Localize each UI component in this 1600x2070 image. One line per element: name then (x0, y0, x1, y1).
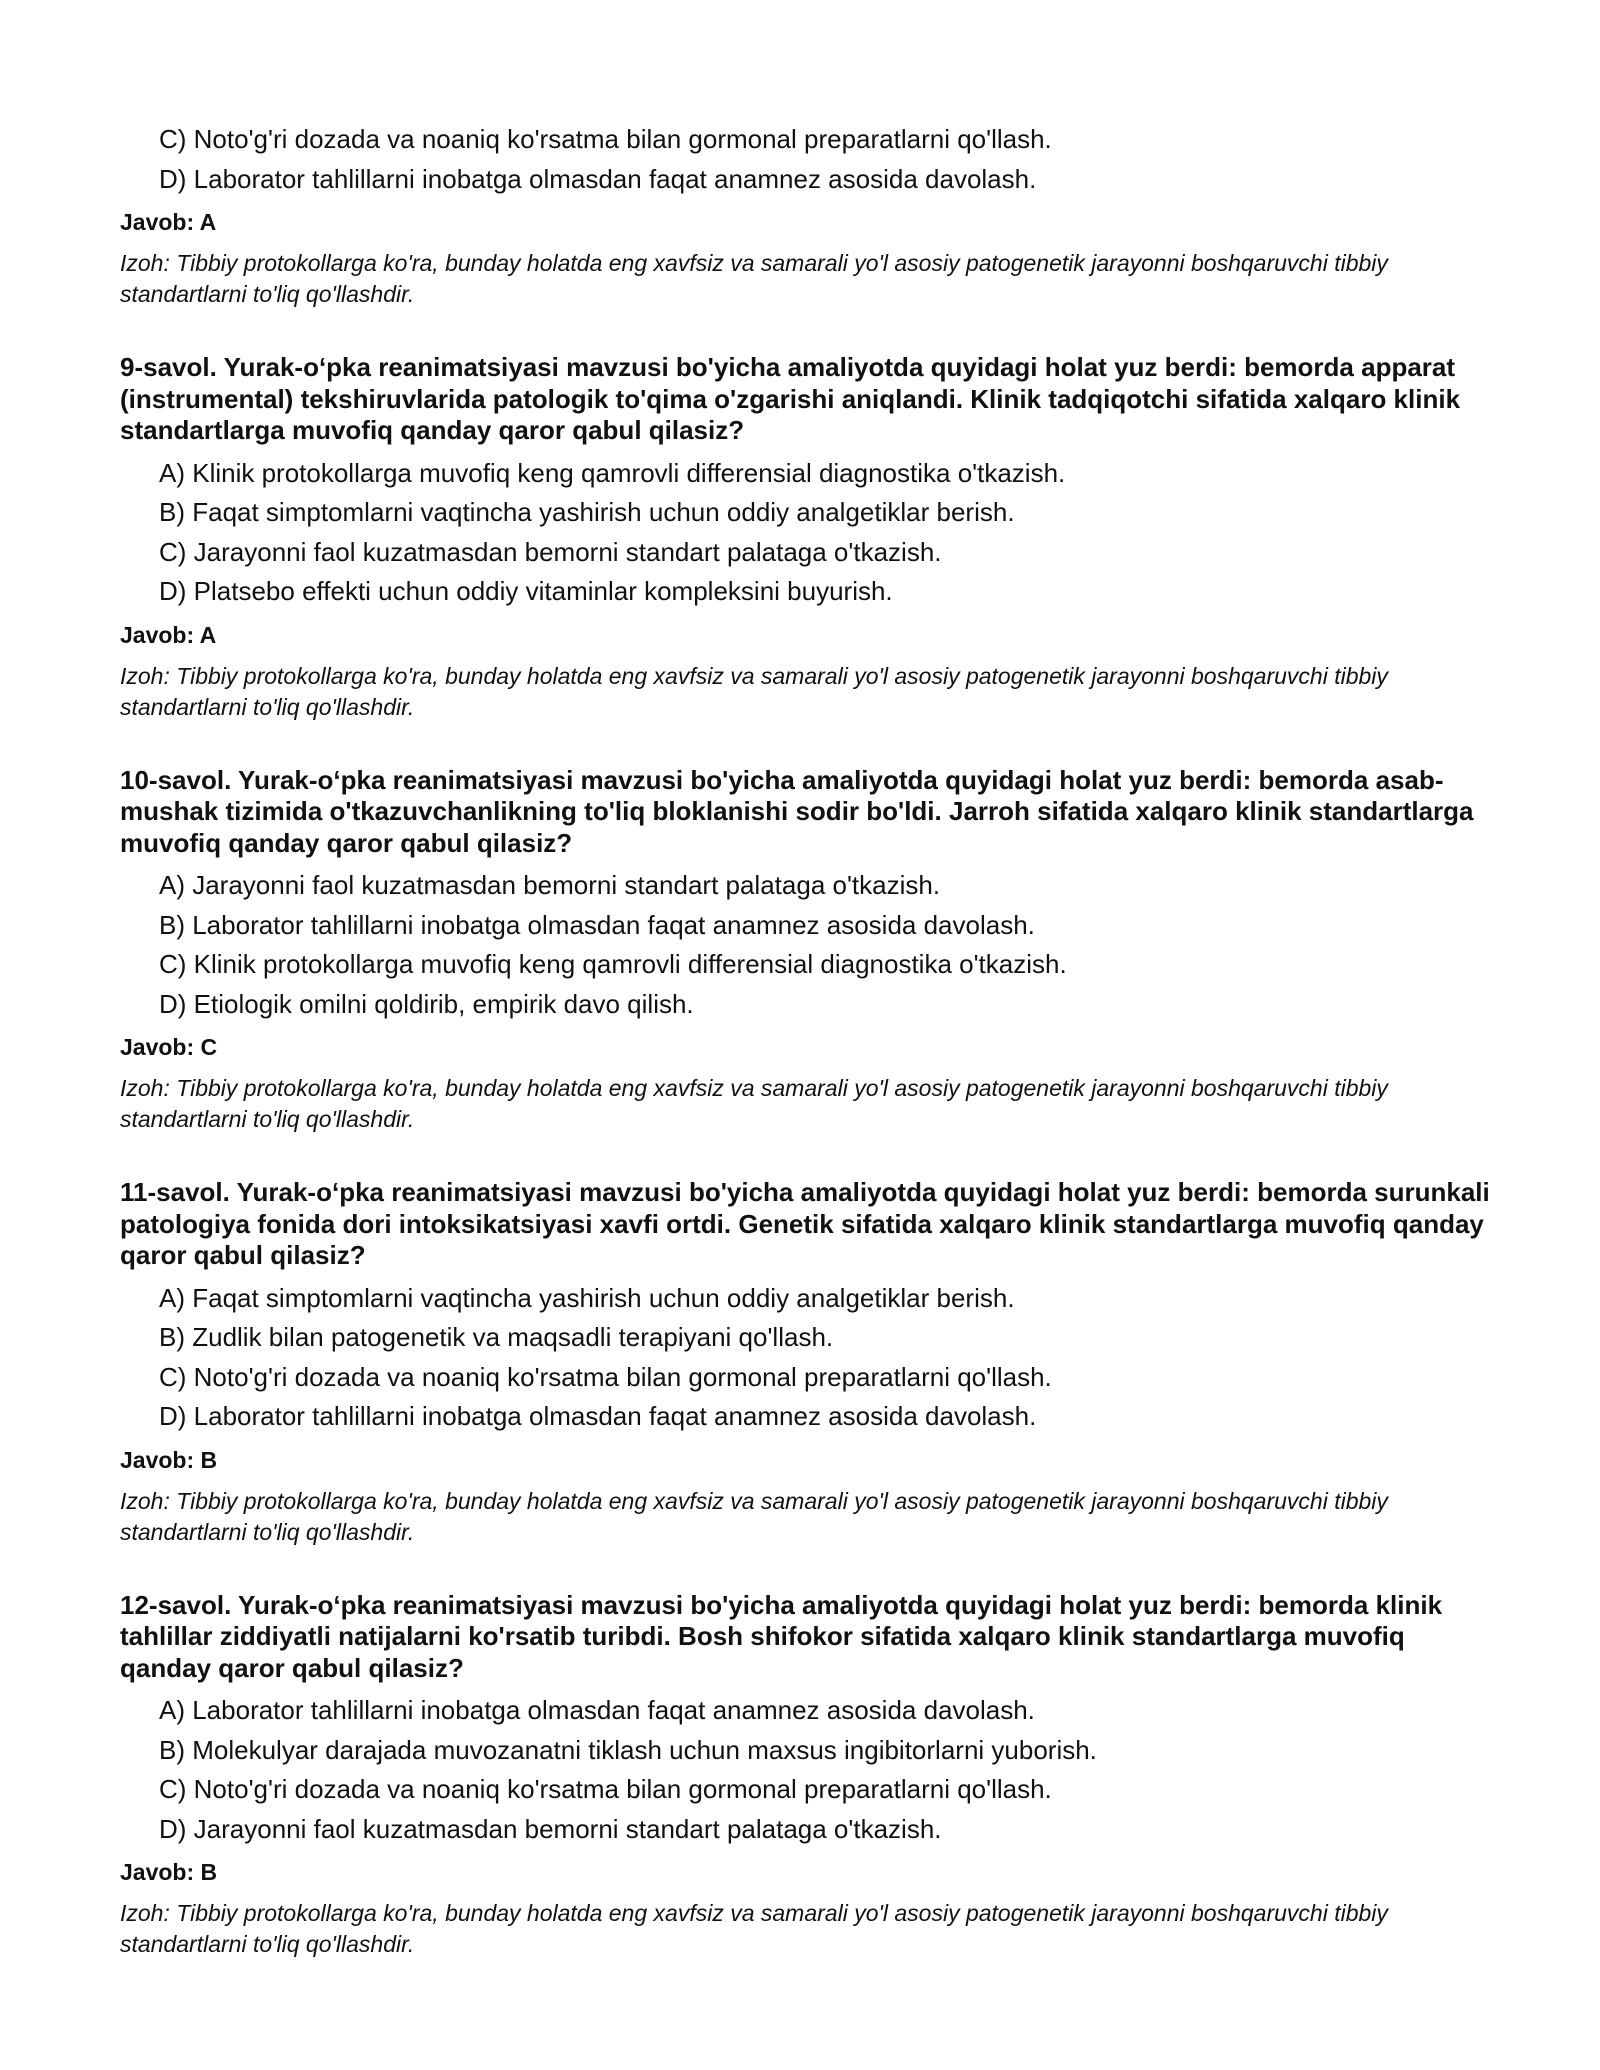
question-block-9 (120, 352, 1500, 723)
answer-label: Javob: A (120, 621, 217, 648)
answer-label: Javob: B (120, 1446, 218, 1473)
option-a: A) Klinik protokollarga muvofiq keng qamrovli differensial diagnostika o'tkazish. (159, 457, 1066, 488)
explanation-note: Izoh: Tibbiy protokollarga ko'ra, bunday holatda eng xavfsiz va samarali yo'l asosiy patogenetik jarayonni boshqaruvchi tibbiy standartlarni to'liq qo'llashdir. (120, 250, 1388, 307)
question-block-10 (120, 765, 1500, 1136)
option-a: A) Laborator tahlillarni inobatga olmasdan faqat anamnez asosida davolash. (159, 1695, 1035, 1725)
option-b: B) Molekulyar darajada muvozanatni tiklash uchun maxsus ingibitorlarni yuborish. (159, 1734, 1097, 1765)
option-d: D) Jarayonni faol kuzatmasdan bemorni standart palataga o'tkazish. (159, 1813, 942, 1844)
option-d: D) Etiologik omilni qoldirib, empirik davo qilish. (159, 988, 694, 1019)
answer-label: Javob: C (120, 1034, 218, 1060)
explanation-note: Izoh: Tibbiy protokollarga ko'ra, bunday holatda eng xavfsiz va samarali yo'l asosiy patogenetik jarayonni boshqaruvchi tibbiy standartlarni to'liq qo'llashdir. (120, 1075, 1388, 1132)
option-c: C) Klinik protokollarga muvofiq keng qamrovli differensial diagnostika o'tkazish. (159, 949, 1067, 979)
option-c: C) Noto'g'ri dozada va noaniq ko'rsatma bilan gormonal preparatlarni qo'llash. (159, 124, 1052, 154)
option-a: A) Jarayonni faol kuzatmasdan bemorni standart palataga o'tkazish. (159, 870, 941, 900)
question-block-12 (120, 1590, 1500, 1961)
option-b: B) Laborator tahlillarni inobatga olmasdan faqat anamnez asosida davolash. (159, 909, 1035, 940)
option-b: B) Zudlik bilan patogenetik va maqsadli terapiyani qo'llash. (159, 1322, 834, 1352)
option-d: D) Laborator tahlillarni inobatga olmasdan faqat anamnez asosida davolash. (159, 1401, 1037, 1431)
option-b: B) Faqat simptomlarni vaqtincha yashirish uchun oddiy analgetiklar berish. (159, 497, 1015, 527)
question-text: 12-savol. Yurak-o‘pka reanimatsiyasi mavzusi bo'yicha amaliyotda quyidagi holat yuz berdi: bemorda klinik tahlillar ziddiyatli natijalarni ko'rsatib turibdi. Bosh shifokor sifatida xalqaro klinik standartlarga muvofiq qanday qaror qabul qilasiz? (120, 1589, 1443, 1683)
explanation-note: Izoh: Tibbiy protokollarga ko'ra, bunday holatda eng xavfsiz va samarali yo'l asosiy patogenetik jarayonni boshqaruvchi tibbiy standartlarni to'liq qo'llashdir. (120, 1900, 1388, 1957)
option-a: A) Faqat simptomlarni vaqtincha yashirish uchun oddiy analgetiklar berish. (159, 1282, 1015, 1313)
question-8-continuation (120, 120, 1500, 310)
question-text: 10-savol. Yurak-o‘pka reanimatsiyasi mavzusi bo'yicha amaliyotda quyidagi holat yuz berdi: bemorda asab-mushak tizimida o'tkazuvchanlikning to'liq bloklanishi sodir bo'ldi. Jarroh sifatida xalqaro klinik standartlarga muvofiq qanday qaror qabul qilasiz? (120, 764, 1474, 858)
option-d: D) Platsebo effekti uchun oddiy vitaminlar kompleksini buyurish. (159, 576, 893, 606)
question-text: 11-savol. Yurak-o‘pka reanimatsiyasi mavzusi bo'yicha amaliyotda quyidagi holat yuz berdi: bemorda surunkali patologiya fonida dori intoksikatsiyasi xavfi ortdi. Genetik sifatida xalqaro klinik standartlarga muvofiq qanday qaror qabul qilasiz? (120, 1177, 1490, 1270)
option-c: C) Noto'g'ri dozada va noaniq ko'rsatma bilan gormonal preparatlarni qo'llash. (159, 1774, 1052, 1804)
question-text: 9-savol. Yurak-o‘pka reanimatsiyasi mavzusi bo'yicha amaliyotda quyidagi holat yuz berdi: bemorda apparat (instrumental) tekshiruvlarida patologik to'qima o'zgarishi aniqlandi. Klinik tadqiqotchi sifatida xalqaro klinik standartlarga muvofiq qanday qaror qabul qilasiz? (120, 352, 1461, 445)
document-page (120, 120, 1500, 1960)
answer-label: Javob: A (120, 209, 217, 235)
question-block-11 (120, 1177, 1500, 1548)
explanation-note: Izoh: Tibbiy protokollarga ko'ra, bunday holatda eng xavfsiz va samarali yo'l asosiy patogenetik jarayonni boshqaruvchi tibbiy standartlarni to'liq qo'llashdir. (120, 1487, 1388, 1545)
explanation-note: Izoh: Tibbiy protokollarga ko'ra, bunday holatda eng xavfsiz va samarali yo'l asosiy patogenetik jarayonni boshqaruvchi tibbiy standartlarni to'liq qo'llashdir. (120, 662, 1388, 720)
option-c: C) Jarayonni faol kuzatmasdan bemorni standart palataga o'tkazish. (159, 536, 942, 567)
option-c: C) Noto'g'ri dozada va noaniq ko'rsatma bilan gormonal preparatlarni qo'llash. (159, 1361, 1052, 1392)
answer-label: Javob: B (120, 1859, 218, 1885)
option-d: D) Laborator tahlillarni inobatga olmasdan faqat anamnez asosida davolash. (159, 163, 1037, 194)
